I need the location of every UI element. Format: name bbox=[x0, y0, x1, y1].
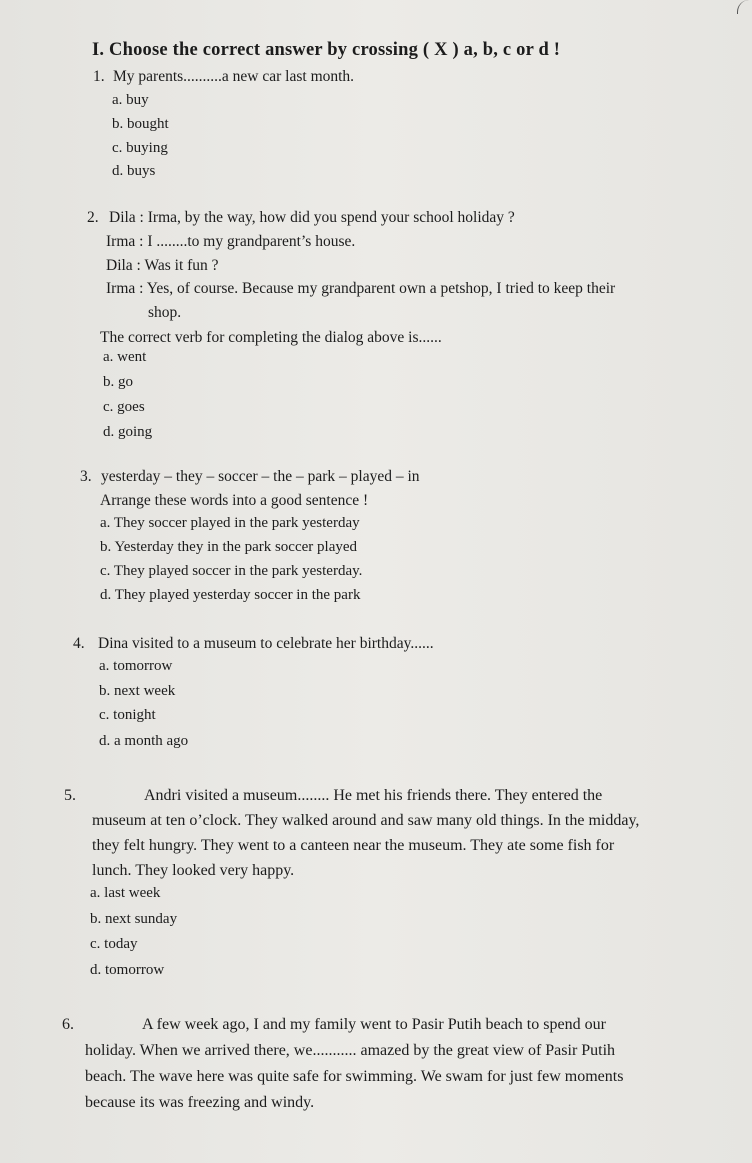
question-2-stem-line-5: shop. bbox=[148, 304, 182, 321]
question-3-option-b: b. Yesterday they in the park soccer played bbox=[100, 539, 358, 555]
question-2-option-c: c. goes bbox=[103, 399, 145, 415]
section-heading: I. Choose the correct answer by crossing ( X ) a, b, c or d ! bbox=[92, 40, 561, 60]
question-2-option-a: a. went bbox=[103, 349, 147, 365]
question-2-stem-line-1: Dila : Irma, by the way, how did you spend your school holiday ? bbox=[109, 209, 515, 226]
question-5-stem-line-3: they felt hungry. They went to a canteen near the museum. They ate some fish for bbox=[92, 837, 615, 854]
question-6-stem-line-3: beach. The wave here was quite safe for swimming. We swam for just few moments bbox=[85, 1068, 624, 1085]
question-4-stem: Dina visited to a museum to celebrate her birthday...... bbox=[98, 635, 434, 652]
question-1-option-a: a. buy bbox=[112, 92, 149, 108]
question-5-option-c: c. today bbox=[90, 936, 138, 952]
question-4-option-d: d. a month ago bbox=[99, 733, 189, 749]
question-2-stem-line-4: Irma : Yes, of course. Because my grandparent own a petshop, I tried to keep their bbox=[106, 280, 616, 297]
question-2-option-d: d. going bbox=[103, 424, 153, 440]
page-corner-mark bbox=[737, 0, 752, 14]
question-6-stem-line-1: A few week ago, I and my family went to Pasir Putih beach to spend our bbox=[142, 1016, 606, 1033]
question-2-stem-line-2: Irma : I ........to my grandparent’s house. bbox=[106, 233, 356, 250]
question-2-number: 2. bbox=[87, 209, 99, 226]
question-3-stem-line-2: Arrange these words into a good sentence ! bbox=[100, 492, 369, 509]
question-5-stem-line-2: museum at ten o’clock. They walked around and saw many old things. In the midday, bbox=[92, 812, 640, 829]
question-4-number: 4. bbox=[73, 635, 85, 652]
question-2-stem-line-6: The correct verb for completing the dialog above is...... bbox=[100, 329, 442, 346]
question-4-option-a: a. tomorrow bbox=[99, 658, 173, 674]
question-1-option-b: b. bought bbox=[112, 116, 169, 132]
question-1-stem: My parents..........a new car last month. bbox=[113, 68, 355, 85]
question-3-number: 3. bbox=[80, 468, 92, 485]
question-1-option-d: d. buys bbox=[112, 163, 156, 179]
question-3-stem-line-1: yesterday – they – soccer – the – park – played – in bbox=[101, 468, 420, 485]
question-1-number: 1. bbox=[93, 68, 105, 85]
question-3-option-c: c. They played soccer in the park yesterday. bbox=[100, 563, 363, 579]
question-5-stem-line-4: lunch. They looked very happy. bbox=[92, 862, 295, 879]
question-6-stem-line-4: because its was freezing and windy. bbox=[85, 1094, 315, 1111]
question-5-option-d: d. tomorrow bbox=[90, 962, 165, 978]
question-5-option-b: b. next sunday bbox=[90, 911, 178, 927]
question-3-option-a: a. They soccer played in the park yesterday bbox=[100, 515, 360, 531]
question-5-stem-line-1: Andri visited a museum........ He met his friends there. They entered the bbox=[144, 787, 603, 804]
question-2-option-b: b. go bbox=[103, 374, 133, 390]
question-6-number: 6. bbox=[62, 1016, 74, 1033]
question-1-option-c: c. buying bbox=[112, 140, 168, 156]
question-3-option-d: d. They played yesterday soccer in the park bbox=[100, 587, 361, 603]
question-6-stem-line-2: holiday. When we arrived there, we........... amazed by the great view of Pasir Putih bbox=[85, 1042, 616, 1059]
question-2-stem-line-3: Dila : Was it fun ? bbox=[106, 257, 219, 274]
question-5-number: 5. bbox=[64, 787, 76, 804]
question-5-option-a: a. last week bbox=[90, 885, 161, 901]
question-4-option-c: c. tonight bbox=[99, 707, 156, 723]
question-4-option-b: b. next week bbox=[99, 683, 176, 699]
